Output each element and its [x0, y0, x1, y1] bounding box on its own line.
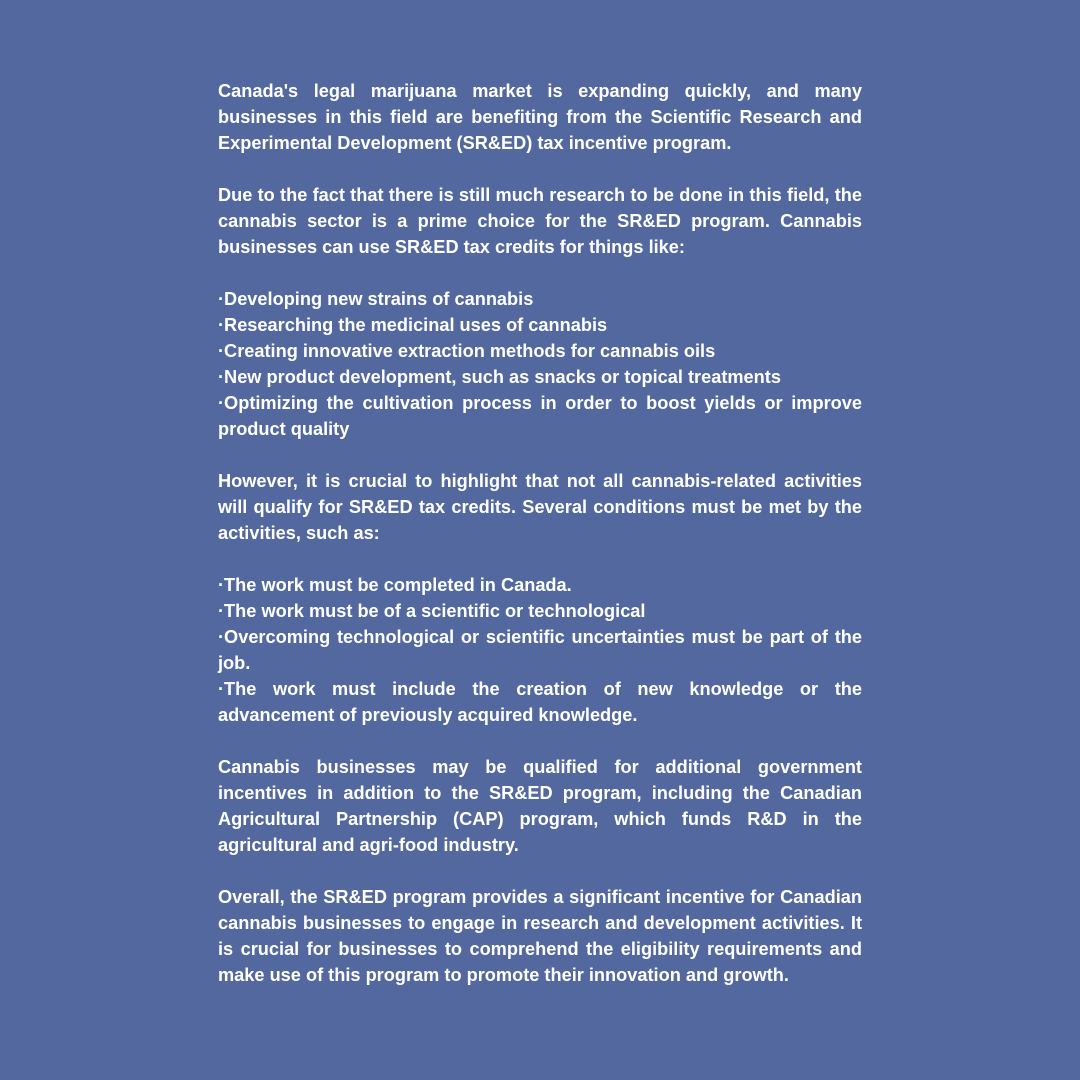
list-item: ·New product development, such as snacks or topical treatments	[218, 367, 781, 387]
conditions-list	[218, 572, 862, 728]
reason-paragraph: Due to the fact that there is still much research to be done in this field, the cannabis sector is a prime choice for the SR&ED program. Cannabis businesses can use SR&ED tax credits for things like:	[218, 185, 862, 257]
list-item: ·Researching the medicinal uses of cannabis	[218, 315, 608, 335]
list-item: ·The work must be completed in Canada.	[218, 575, 572, 595]
additional-incentives-paragraph: Cannabis businesses may be qualified for additional government incentives in addition to the SR&ED program, including the Canadian Agricultural Partnership (CAP) program, which funds R&D in the agricultural and agri-food industry.	[218, 757, 862, 855]
list-item: ·The work must include the creation of new knowledge or the advancement of previously acquired knowledge.	[218, 679, 862, 725]
intro-paragraph: Canada's legal marijuana market is expanding quickly, and many businesses in this field are benefiting from the Scientific Research and Experimental Development (SR&ED) tax incentive program.	[218, 81, 862, 153]
conclusion-paragraph: Overall, the SR&ED program provides a significant incentive for Canadian cannabis businesses to engage in research and development activities. It is crucial for businesses to comprehend the eligibility requirements and make use of this program to promote their innovation and growth.	[218, 887, 862, 985]
article-body	[218, 78, 862, 988]
list-item: ·Developing new strains of cannabis	[218, 289, 534, 309]
list-item: ·Overcoming technological or scientific uncertainties must be part of the job.	[218, 627, 862, 673]
caveat-paragraph: However, it is crucial to highlight that not all cannabis-related activities will qualify for SR&ED tax credits. Several conditions must be met by the activities, such as:	[218, 471, 862, 543]
list-item: ·The work must be of a scientific or technological	[218, 601, 646, 621]
list-item: ·Creating innovative extraction methods for cannabis oils	[218, 341, 716, 361]
uses-list	[218, 286, 862, 442]
list-item: ·Optimizing the cultivation process in order to boost yields or improve product quality	[218, 393, 862, 439]
